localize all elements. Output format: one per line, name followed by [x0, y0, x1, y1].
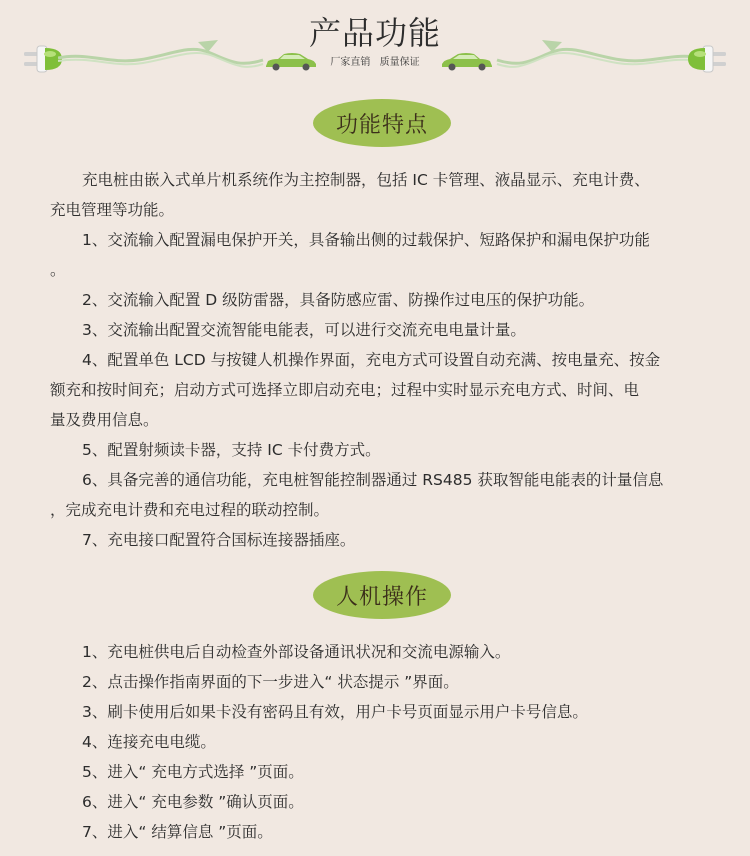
text-line: ，完成充电计费和充电过程的联动控制。: [50, 501, 330, 519]
text-line: 4、连接充电电缆。: [82, 733, 216, 751]
ribbon-left: [58, 38, 268, 74]
text-line: 2、交流输入配置 D 级防雷器，具备防感应雷、防操作过电压的保护功能。: [82, 291, 595, 309]
text-line: 充电管理等功能。: [50, 201, 175, 219]
ribbon-right: [492, 38, 702, 74]
text-line: 3、交流输出配置交流智能电能表，可以进行交流充电电量计量。: [82, 321, 526, 339]
subtitle-right: 质量保证: [379, 57, 420, 68]
features-text: [50, 165, 715, 555]
text-line: 7、充电接口配置符合国标连接器插座。: [82, 531, 356, 549]
text-line: 5、进入“ 充电方式选择 ”页面。: [82, 763, 304, 781]
text-line: 7、进入“ 结算信息 ”页面。: [82, 823, 273, 841]
section-heading-operation: 人机操作: [313, 571, 451, 619]
text-line: 额充和按时间充；启动方式可选择立即启动充电；过程中实时显示充电方式、时间、电: [50, 381, 640, 399]
car-icon-right: [440, 52, 496, 72]
text-line: 5、配置射频读卡器，支持 IC 卡付费方式。: [82, 441, 381, 459]
text-line: 3、刷卡使用后如果卡没有密码且有效，用户卡号页面显示用户卡号信息。: [82, 703, 588, 721]
page-header: [0, 0, 750, 82]
car-icon-left: [262, 52, 318, 72]
operation-text: [50, 637, 715, 847]
text-line: 1、充电桩供电后自动检查外部设备通讯状况和交流电源输入。: [82, 643, 511, 661]
section-heading-features: 功能特点: [313, 99, 451, 147]
subtitle-left: 厂家直销: [330, 57, 371, 68]
text-line: 充电桩由嵌入式单片机系统作为主控制器，包括 IC 卡管理、液晶显示、充电计费、: [82, 171, 650, 189]
text-line: 量及费用信息。: [50, 411, 159, 429]
text-line: 6、具备完善的通信功能，充电桩智能控制器通过 RS485 获取智能电能表的计量信息: [82, 471, 664, 489]
plug-icon-right: [686, 42, 728, 76]
text-line: 1、交流输入配置漏电保护开关，具备输出侧的过载保护、短路保护和漏电保护功能: [82, 231, 650, 249]
text-line: 6、进入“ 充电参数 ”确认页面。: [82, 793, 304, 811]
text-line: 4、配置单色 LCD 与按键人机操作界面，充电方式可设置自动充满、按电量充、按金: [82, 351, 661, 369]
page-title: 产品功能: [308, 14, 441, 52]
text-line: 2、点击操作指南界面的下一步进入“ 状态提示 ”界面。: [82, 673, 459, 691]
text-line: 。: [50, 261, 66, 279]
